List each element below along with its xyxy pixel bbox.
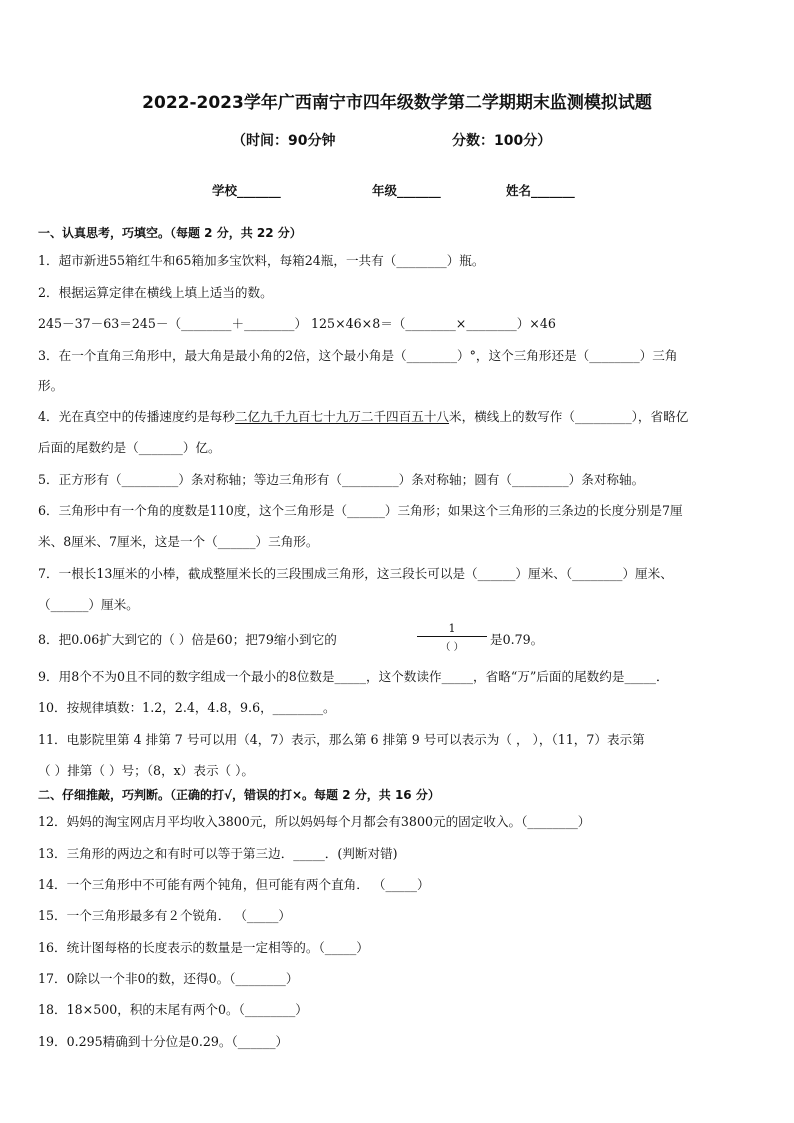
question-4-line-2: 后面的尾数约是（_______）亿。: [38, 440, 221, 455]
question-7-line-1: 7．一根长13厘米的小棒，截成整厘米长的三段围成三角形，这三段长可以是（______）厘米、（________）厘米、: [38, 566, 673, 581]
question-4-suffix: 米，横线上的数写作（_________），省略亿: [449, 409, 689, 424]
fraction-denominator: （ ）: [440, 642, 464, 653]
question-19: 19．0.295精确到十分位是0.29。（______）: [38, 1034, 289, 1049]
page-title: 2022-2023学年广西南宁市四年级数学第二学期期末监测模拟试题: [142, 93, 652, 113]
question-10: 10．按规律填数：1.2，2.4，4.8，9.6，________。: [38, 700, 336, 715]
question-6-line-2: 米、8厘米、7厘米，这是一个（______）三角形。: [38, 534, 319, 549]
grade-field: 年级_______: [372, 183, 441, 198]
time-limit: （时间：90分钟: [232, 133, 336, 149]
question-5: 5．正方形有（_________）条对称轴；等边三角形有（_________）条对称轴；圆有（_________）条对称轴。: [38, 472, 645, 487]
question-11-line-1: 11．电影院里第 4 排第 7 号可以用（4，7）表示，那么第 6 排第 9 号可以表示为（ ， ），（11，7）表示第: [38, 732, 645, 747]
school-field: 学校_______: [212, 183, 281, 198]
question-6-line-1: 6．三角形中有一个角的度数是110度，这个三角形是（______）三角形；如果这个三角形的三条边的长度分别是7厘: [38, 503, 683, 518]
question-8-suffix: 是0.79。: [490, 632, 544, 647]
question-9: 9．用8个不为0且不同的数字组成一个最小的8位数是_____，这个数读作_____，省略“万”后面的尾数约是_____．: [38, 669, 669, 684]
question-4-prefix: 4．光在真空中的传播速度约是每秒: [38, 409, 235, 424]
question-3-line-2: 形。: [38, 378, 64, 393]
question-17: 17．0除以一个非0的数，还得0。（________）: [38, 971, 299, 986]
question-18: 18．18×500，积的末尾有两个0。（________）: [38, 1002, 308, 1017]
question-12: 12．妈妈的淘宝网店月平均收入3800元，所以妈妈每个月都会有3800元的固定收入。（________）: [38, 814, 591, 829]
question-14: 14．一个三角形中不可能有两个钝角，但可能有两个直角． （_____）: [38, 877, 430, 892]
section-1-heading: 一、认真思考，巧填空。（每题 2 分，共 22 分）: [38, 226, 302, 240]
question-2-equations: 245－37－63＝245－（________＋________） 125×46×8＝（________×________）×46: [38, 316, 556, 331]
question-7-line-2: （______）厘米。: [38, 597, 139, 612]
fraction-bar: [417, 636, 487, 637]
question-1: 1．超市新进55箱红牛和65箱加多宝饮料，每箱24瓶，一共有（________）瓶。: [38, 253, 485, 268]
question-4-underlined-number: 二亿九千九百七十九万二千四百五十八: [234, 409, 450, 424]
fraction-numerator: 1: [448, 622, 456, 635]
question-11-line-2: （ ）排第（ ）号；（8，x）表示（ ）。: [38, 763, 255, 778]
section-2-heading: 二、仔细推敲，巧判断。（正确的打√，错误的打×。每题 2 分，共 16 分）: [38, 788, 440, 802]
question-3-line-1: 3．在一个直角三角形中，最大角是最小角的2倍，这个最小角是（________）°，这个三角形还是（________）三角: [38, 348, 678, 363]
question-2-prompt: 2．根据运算定律在横线上填上适当的数。: [38, 285, 273, 300]
name-field: 姓名_______: [506, 183, 575, 198]
total-score: 分数：100分）: [452, 133, 552, 149]
question-8-fraction: [417, 622, 487, 653]
question-13: 13．三角形的两边之和有时可以等于第三边．_____．(判断对错): [38, 846, 398, 861]
question-15: 15．一个三角形最多有２个锐角． （_____）: [38, 908, 292, 923]
question-8-text: 8．把0.06扩大到它的（ ）倍是60；把79缩小到它的: [38, 632, 337, 647]
question-4-line-1: [38, 406, 688, 425]
question-16: 16．统计图每格的长度表示的数量是一定相等的。（_____）: [38, 940, 369, 955]
